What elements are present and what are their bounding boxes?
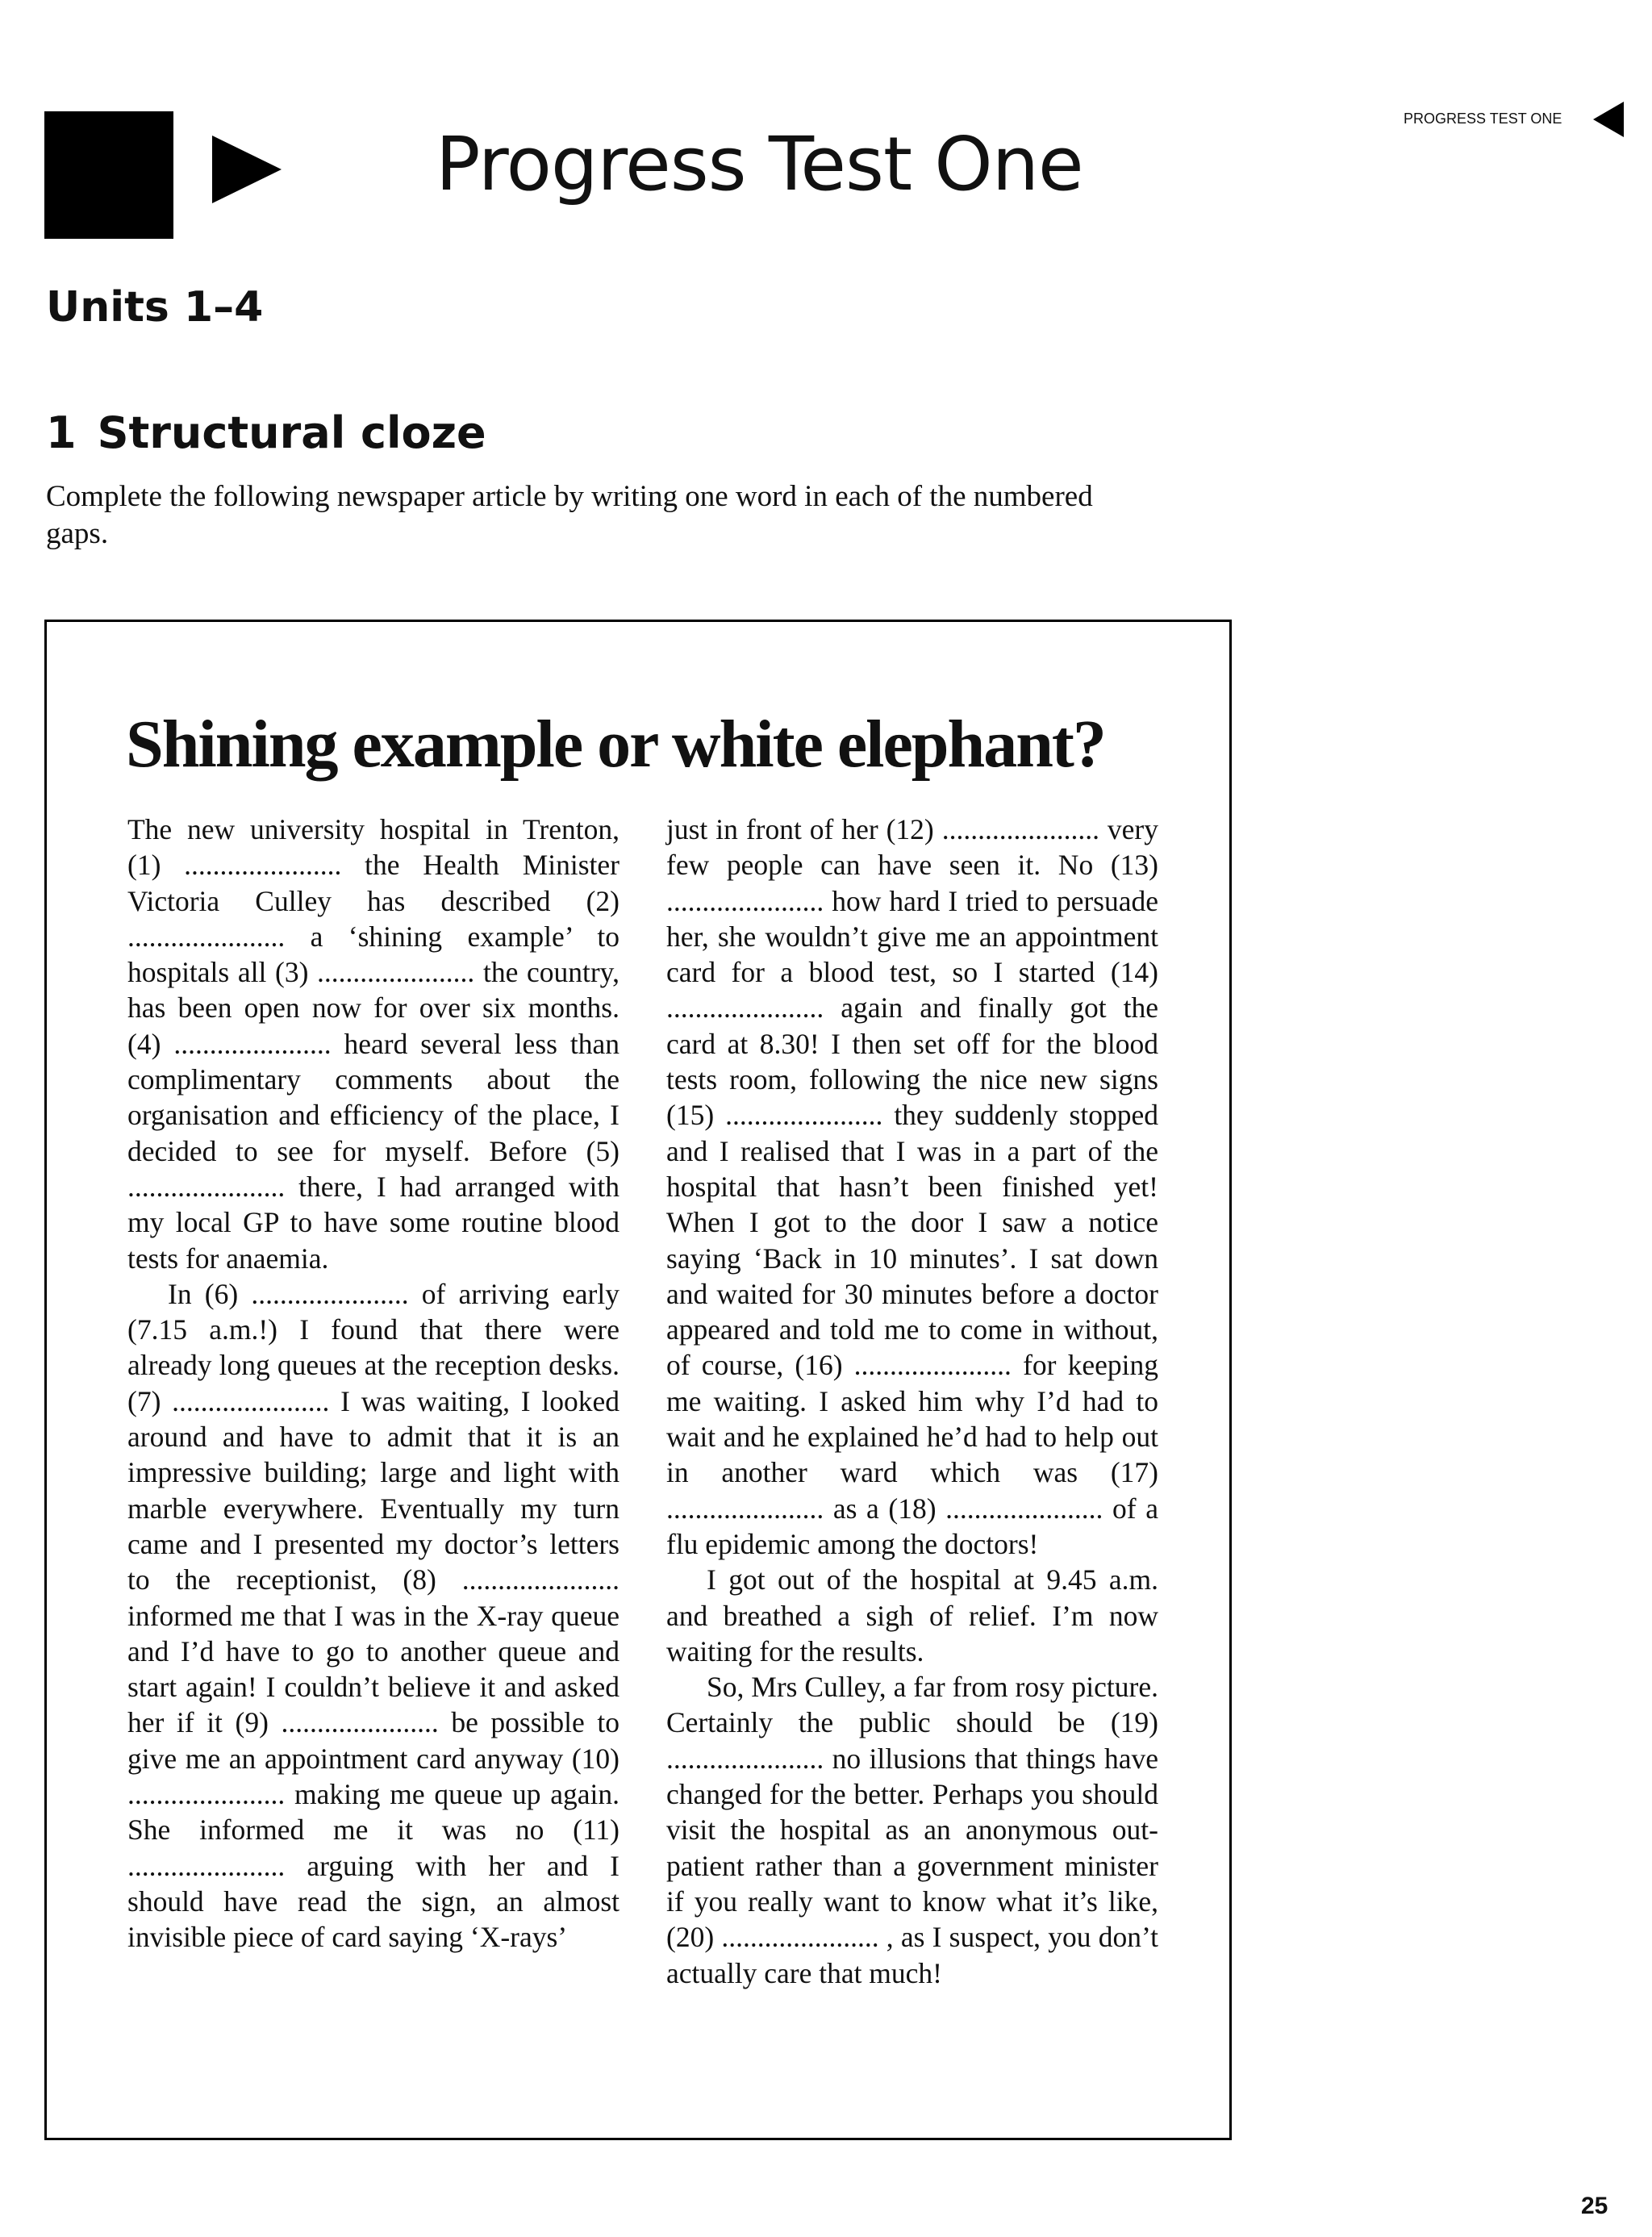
article-box — [44, 620, 1232, 2140]
running-head: PROGRESS TEST ONE — [1404, 111, 1562, 127]
article-paragraph: just in front of her (12) ...................... very few people can have seen it. No (13) ...................... how hard I tried to persuade her, she wouldn’t give me an appointment card for a blood test, so I started (14) ...................... again and finally got the card at 8.30! I then set off for the blood tests room, following the nice new signs (15) ...................... they suddenly stopped and I realised that I was in a part of the hospital that hasn’t been finished yet! When I got to the door I saw a notice saying ‘Back in 10 minutes’. I sat down and waited for 30 minutes before a doctor appeared and told me to come in without, of course, (16) ...................... for keeping me waiting. I asked him why I’d had to wait and he explained he’d had to help out in another ward which was (17) ...................... as a (18) ...................... of a flu epidemic among the doctors! — [666, 813, 1158, 1560]
instructions: Complete the following newspaper article by writing one word in each of the numbered gaps. — [46, 480, 1093, 550]
page-title: Progress Test One — [436, 121, 1083, 207]
play-arrow-icon — [212, 136, 282, 203]
article-right-column — [666, 812, 1158, 1991]
units-heading: Units 1–4 — [46, 283, 264, 332]
article-paragraph: I got out of the hospital at 9.45 a.m. and breathed a sigh of relief. I’m now waiting for the results. — [666, 1563, 1158, 1667]
article-paragraph: In (6) ...................... of arriving early (7.15 a.m.!) I found that there were already long queues at the reception desks. (7) ...................... I was waiting, I looked around and have to admit that it is an impressive building; large and light with marble everywhere. Eventually my turn came and I presented my doctor’s letters to the receptionist, (8) ...................... informed me that I was in the X-ray queue and I’d have to go to another queue and start again! I couldn’t believe it and asked her if it (9) ...................... be possible to give me an appointment card anyway (10) ...................... making me queue up again. She informed me it was no (11) ...................... arguing with her and I should have read the sign, an almost invisible piece of card saying ‘X-rays’ — [127, 1277, 620, 1954]
page-number: 25 — [1581, 2193, 1608, 2219]
header-black-block — [44, 111, 173, 239]
back-arrow-icon — [1593, 102, 1624, 137]
section-heading — [46, 407, 486, 458]
article-paragraph: So, Mrs Culley, a far from rosy picture. Certainly the public should be (19) ...................... no illusions that things have changed for the better. Perhaps you should visit the hospital as an anonymous out-patient rather than a government minister if you really want to know what it’s like, (20) ...................... , as I suspect, you don’t actually care that much! — [666, 1671, 1158, 1989]
article-headline: Shining example or white elephant? — [126, 707, 1105, 782]
section-title: Structural cloze — [97, 407, 486, 458]
article-left-column — [127, 812, 620, 1955]
article-paragraph: The new university hospital in Trenton, (1) ...................... the Health Minister Victoria Culley has described (2) ...................... a ‘shining example’ to hospitals all (3) ...................... the country, has been open now for over six months. (4) ...................... heard several less than complimentary comments about the organisation and efficiency of the place, I decided to see for myself. Before (5) ...................... there, I had arranged with my local GP to have some routine blood tests for anaemia. — [127, 813, 620, 1275]
section-number: 1 — [46, 407, 77, 458]
